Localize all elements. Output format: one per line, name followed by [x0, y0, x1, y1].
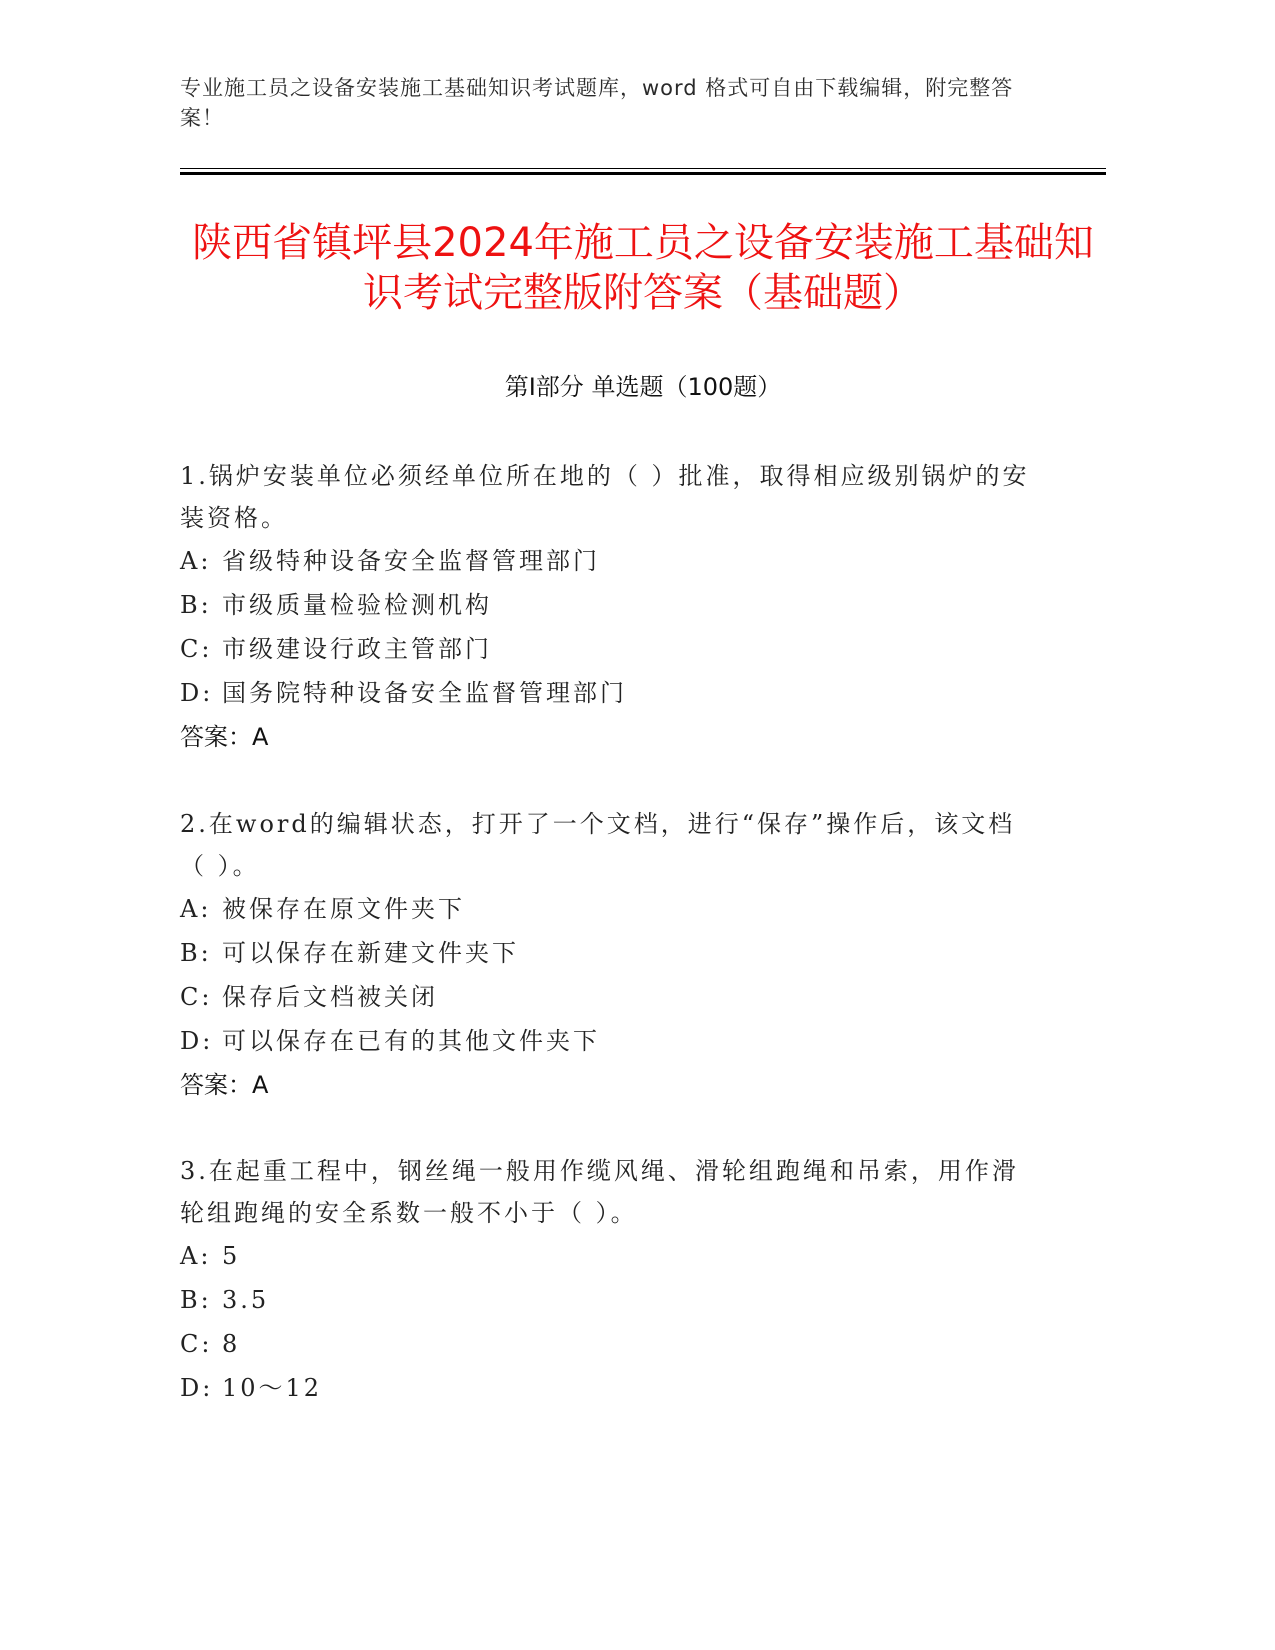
option-text: 可以保存在新建文件夹下 [222, 939, 519, 967]
option-text: 国务院特种设备安全监督管理部门 [222, 679, 627, 707]
option-key: C: [180, 983, 213, 1011]
option-text: 3.5 [222, 1286, 270, 1314]
header-note: 专业施工员之设备安装施工基础知识考试题库，word 格式可自由下载编辑，附完整答案！ [180, 76, 1014, 130]
option-key: A: [180, 1242, 212, 1270]
question-3 [180, 1150, 1040, 1410]
header-rule-thick [180, 172, 1106, 175]
option-b [180, 583, 1040, 627]
option-d [180, 1019, 1040, 1063]
question-stem: 2.在word的编辑状态，打开了一个文档，进行“保存”操作后，该文档（ ）。 [180, 810, 1016, 880]
option-a [180, 1234, 1040, 1278]
option-text: 省级特种设备安全监督管理部门 [222, 547, 600, 575]
option-text: 8 [222, 1330, 241, 1358]
option-text: 市级建设行政主管部门 [222, 635, 492, 663]
option-key: B: [180, 591, 212, 619]
question-2 [180, 803, 1040, 1107]
option-text: 保存后文档被关闭 [222, 983, 438, 1011]
section-heading: 第Ⅰ部分 单选题（100题） [504, 373, 782, 401]
question-1 [180, 455, 1040, 759]
option-key: D: [180, 1027, 214, 1055]
option-text: 5 [222, 1242, 241, 1270]
option-a [180, 539, 1040, 583]
option-key: A: [180, 547, 212, 575]
option-c [180, 1322, 1040, 1366]
option-key: A: [180, 895, 212, 923]
option-text: 市级质量检验检测机构 [222, 591, 492, 619]
option-key: C: [180, 635, 213, 663]
question-stem: 3.在起重工程中，钢丝绳一般用作缆风绳、滑轮组跑绳和吊索，用作滑轮组跑绳的安全系数一般不小于（ ）。 [180, 1157, 1019, 1227]
answer-line: 答案：A [180, 1071, 269, 1099]
option-c [180, 627, 1040, 671]
option-d [180, 671, 1040, 715]
option-b [180, 1278, 1040, 1322]
answer-line: 答案：A [180, 723, 269, 751]
header-rule-thin [180, 168, 1106, 169]
option-key: D: [180, 679, 214, 707]
option-key: C: [180, 1330, 213, 1358]
option-d [180, 1366, 1040, 1410]
option-key: B: [180, 939, 212, 967]
option-text: 被保存在原文件夹下 [222, 895, 465, 923]
question-stem: 1.锅炉安装单位必须经单位所在地的（ ）批准，取得相应级别锅炉的安装资格。 [180, 462, 1030, 532]
option-c [180, 975, 1040, 1019]
option-key: D: [180, 1374, 214, 1402]
document-title: 陕西省镇坪县2024年施工员之设备安装施工基础知识考试完整版附答案（基础题） [192, 220, 1094, 316]
option-b [180, 931, 1040, 975]
option-key: B: [180, 1286, 212, 1314]
option-a [180, 887, 1040, 931]
option-text: 10～12 [222, 1374, 323, 1402]
option-text: 可以保存在已有的其他文件夹下 [222, 1027, 600, 1055]
